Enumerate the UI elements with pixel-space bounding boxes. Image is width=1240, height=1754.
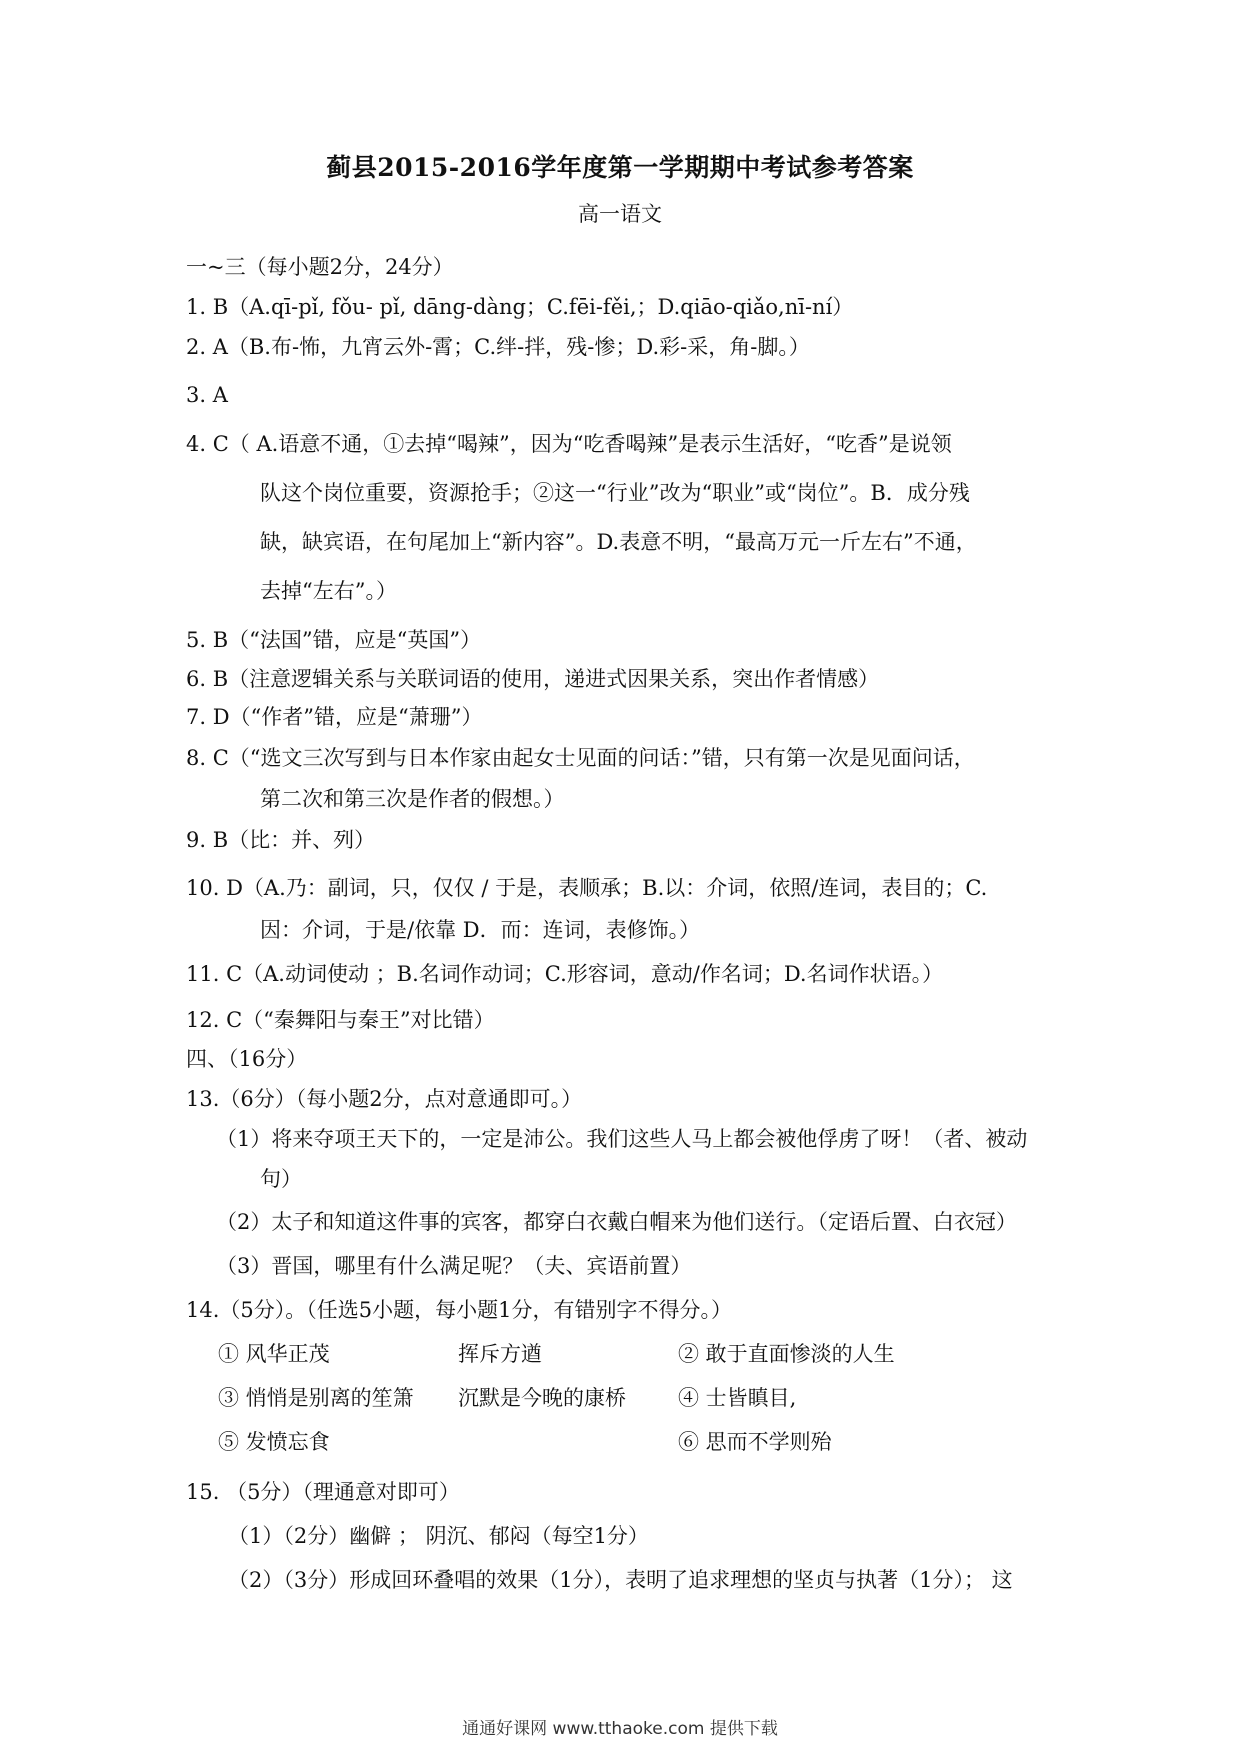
answer-4-line-2: 队这个岗位重要，资源抢手；②这一“行业”改为“职业”或“岗位”。B．成分残: [260, 481, 970, 505]
answer-6: 6. B（注意逻辑关系与关联词语的使用，递进式因果关系，突出作者情感）: [186, 667, 880, 691]
answer-14-item-3-continued: 沉默是今晚的康桥: [458, 1386, 626, 1410]
answer-9: 9. B（比：并、列）: [186, 828, 376, 852]
answer-8-line-1: 8. C（“选文三次写到与日本作家由起女士见面的问话：”错，只有第一次是见面问话，: [186, 746, 975, 770]
answer-4-line-4: 去掉“左右”。）: [260, 579, 397, 603]
answer-14-item-1-continued: 挥斥方遒: [458, 1342, 542, 1366]
answer-11: 11. C（A.动词使动 ；B.名词作动词；C.形容词，意动/作名词；D.名词作状语。）: [186, 962, 944, 986]
answer-13-1-line-1: （1）将来夺项王天下的，一定是沛公。我们这些人马上都会被他俘虏了呀！（者、被动: [216, 1127, 1028, 1151]
answer-4-line-1: 4. C（ A.语意不通，①去掉“喝辣”，因为“吃香喝辣”是表示生活好，“吃香”是说领: [186, 432, 952, 456]
answer-14-item-3: ③ 悄悄是别离的笙箫: [218, 1386, 414, 1410]
section-heading-4: 四、（16分）: [186, 1047, 308, 1071]
answer-8-line-2: 第二次和第三次是作者的假想。）: [260, 787, 565, 811]
answer-15-2: （2）（3分）形成回环叠唱的效果（1分），表明了追求理想的坚贞与执著（1分）； 这: [228, 1568, 1013, 1592]
answer-10-line-1: 10. D（A.乃：副词，只，仅仅 / 于是，表顺承；B.以：介词，依照/连词，表目的；C.: [186, 876, 988, 900]
answer-12: 12. C（“秦舞阳与秦王”对比错）: [186, 1008, 495, 1032]
answer-14-item-4: ④ 士皆瞋目,: [678, 1386, 797, 1410]
answer-7: 7. D（“作者”错，应是“萧珊”）: [186, 705, 483, 729]
page-footer: 通通好课网 www.tthaoke.com 提供下载: [462, 1719, 778, 1739]
answer-13-1-line-2: 句）: [260, 1167, 302, 1191]
answer-14-heading: 14.（5分）。（任选5小题，每小题1分，有错别字不得分。）: [186, 1298, 732, 1322]
answer-10-line-2: 因：介词，于是/依靠 D．而：连词，表修饰。）: [260, 918, 701, 942]
answer-14-item-6: ⑥ 思而不学则殆: [678, 1430, 832, 1454]
answer-2: 2. A（B.布-怖，九宵云外-霄；C.绊-拌，残-惨；D.彩-采，角-脚。）: [186, 335, 810, 359]
answer-14-item-5: ⑤ 发愤忘食: [218, 1430, 330, 1454]
answer-14-item-1: ① 风华正茂: [218, 1342, 330, 1366]
answer-14-item-2: ② 敢于直面惨淡的人生: [678, 1342, 895, 1366]
page-subtitle: 高一语文: [578, 202, 662, 226]
answer-13-heading: 13.（6分）（每小题2分，点对意通即可。）: [186, 1087, 583, 1111]
answer-15-heading: 15. （5分）（理通意对即可）: [186, 1480, 460, 1504]
answer-13-2: （2）太子和知道这件事的宾客，都穿白衣戴白帽来为他们送行。（定语后置、白衣冠）: [216, 1210, 1017, 1234]
answer-1: 1. B（A.qī-pǐ, fǒu- pǐ, dāng-dàng；C.fēi-fěi,；D.qiāo-qiǎo,nī-ní）: [186, 295, 854, 319]
page-title: 蓟县2015-2016学年度第一学期期中考试参考答案: [326, 153, 914, 182]
answer-15-1: （1）（2分）幽僻 ； 阴沉、郁闷（每空1分）: [228, 1524, 649, 1548]
answer-3: 3. A: [186, 383, 228, 407]
answer-13-3: （3）晋国，哪里有什么满足呢？（夫、宾语前置）: [216, 1254, 692, 1278]
section-heading-1-3: 一~三（每小题2分，24分）: [186, 255, 454, 279]
answer-4-line-3: 缺，缺宾语，在句尾加上“新内容”。D.表意不明，“最高万元一斤左右”不通，: [260, 530, 977, 554]
answer-5: 5. B（“法国”错，应是“英国”）: [186, 628, 482, 652]
